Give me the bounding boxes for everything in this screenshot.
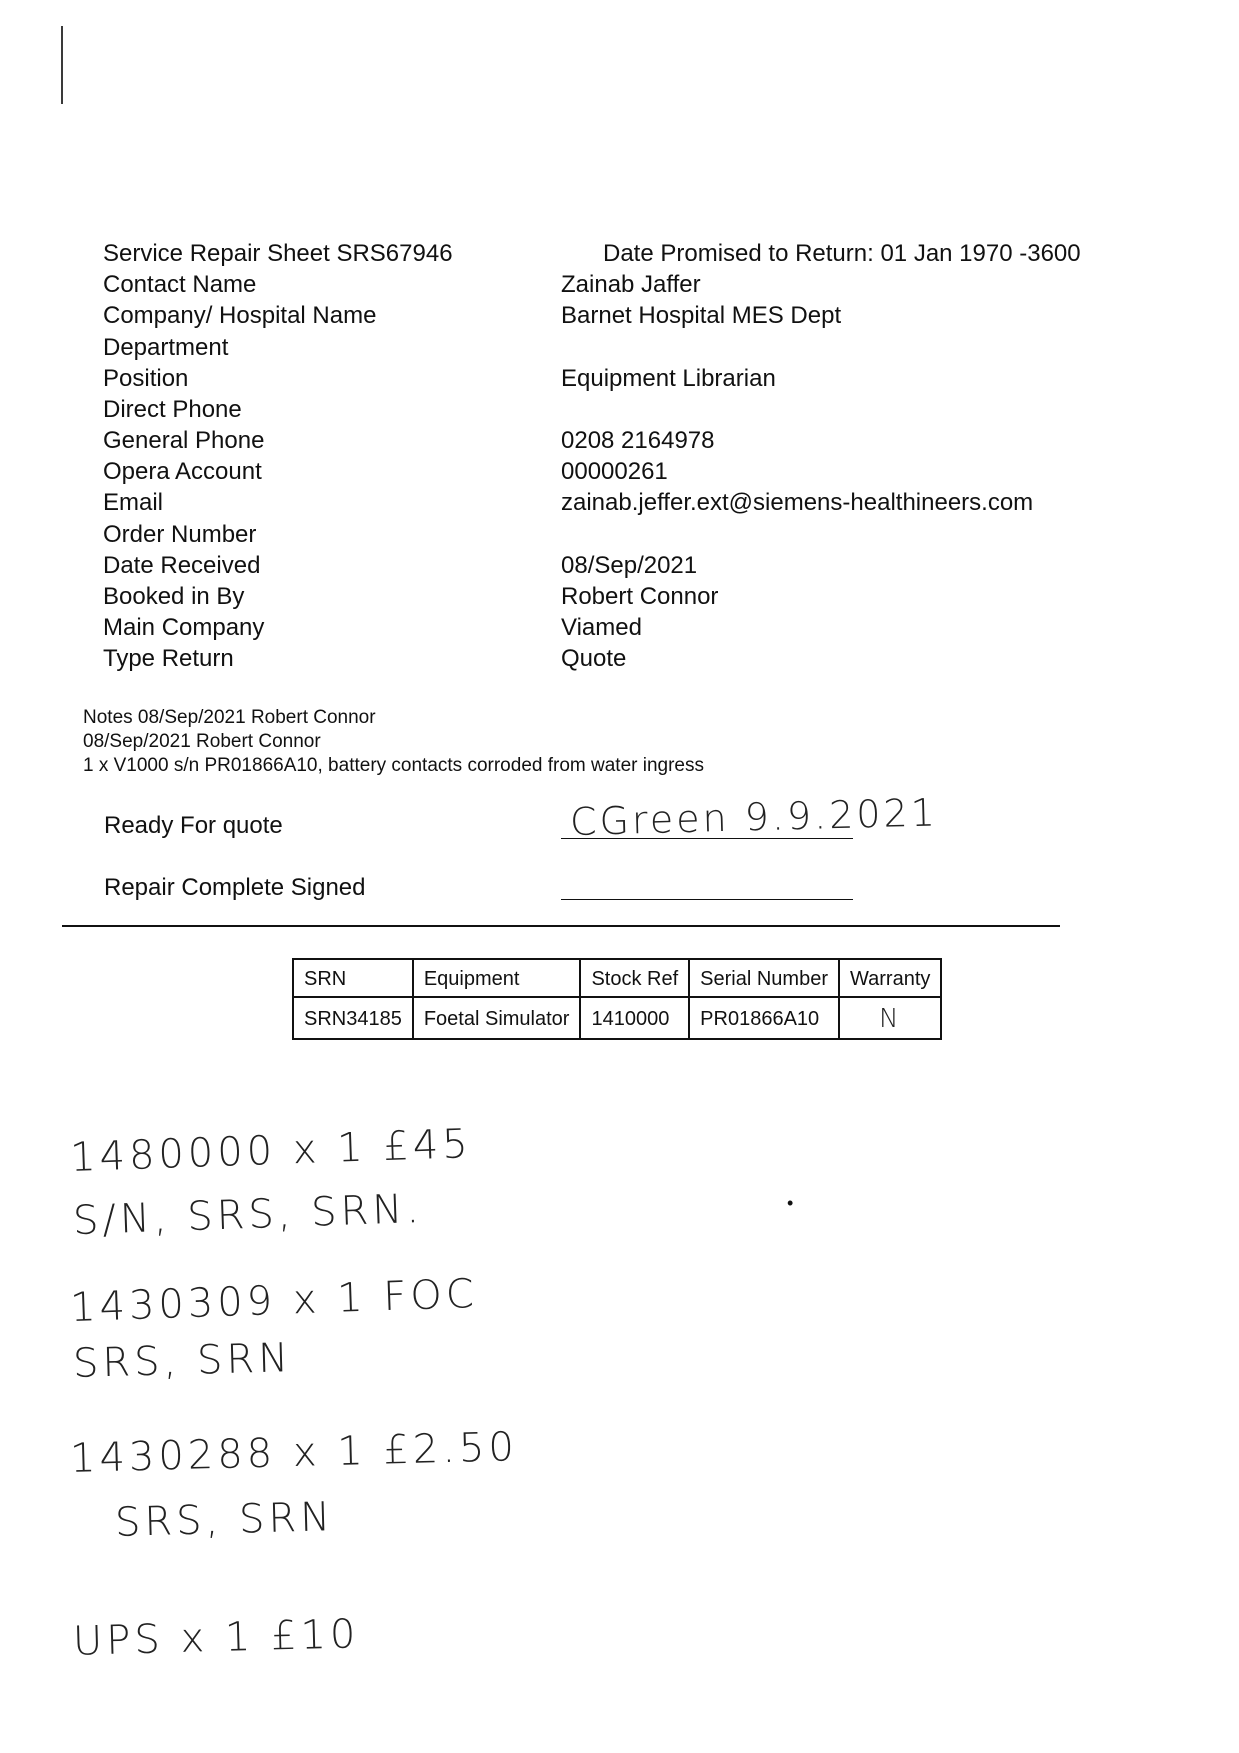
sheet-title: Service Repair Sheet SRS67946 bbox=[103, 240, 453, 267]
table-row bbox=[293, 997, 941, 1039]
field-label-position: Position bbox=[103, 365, 189, 392]
handwritten-line: SRS, SRN bbox=[72, 1335, 293, 1387]
table-header-cell: Warranty bbox=[839, 959, 941, 997]
stray-pen-mark: • bbox=[787, 1193, 794, 1213]
handwritten-line: SRS, SRN bbox=[114, 1494, 335, 1546]
table-cell: N bbox=[839, 997, 941, 1039]
table-header-cell: Stock Ref bbox=[580, 959, 689, 997]
table-cell: SRN34185 bbox=[293, 997, 413, 1039]
field-value-email: zainab.jeffer.ext@siemens-healthineers.com bbox=[561, 489, 1034, 516]
field-label-date-received: Date Received bbox=[103, 552, 261, 579]
table-header-cell: Equipment bbox=[413, 959, 581, 997]
field-label-general-phone: General Phone bbox=[103, 427, 265, 454]
handwritten-line: S/N, SRS, SRN. bbox=[72, 1185, 424, 1245]
field-value-main-company: Viamed bbox=[561, 614, 642, 641]
table-header-cell: Serial Number bbox=[689, 959, 839, 997]
field-value-opera-account: 00000261 bbox=[561, 458, 668, 485]
field-value-position: Equipment Librarian bbox=[561, 365, 776, 392]
handwritten-line: 1430309 x 1 FOC bbox=[69, 1270, 479, 1332]
ready-for-quote-signature-line bbox=[561, 838, 853, 839]
table-cell: Foetal Simulator bbox=[413, 997, 581, 1039]
field-value-booked-in-by: Robert Connor bbox=[561, 583, 719, 610]
notes-line: Notes 08/Sep/2021 Robert Connor bbox=[83, 707, 376, 728]
field-label-type-return: Type Return bbox=[103, 645, 234, 672]
field-label-contact-name: Contact Name bbox=[103, 271, 257, 298]
scan-edge-mark bbox=[61, 26, 63, 104]
table-cell: 1410000 bbox=[580, 997, 689, 1039]
table-header-cell: SRN bbox=[293, 959, 413, 997]
notes-block bbox=[83, 706, 704, 778]
field-label-department: Department bbox=[103, 334, 229, 361]
field-value-company: Barnet Hospital MES Dept bbox=[561, 302, 842, 329]
handwritten-line: 1480000 x 1 £45 bbox=[69, 1121, 473, 1181]
date-promised: Date Promised to Return: 01 Jan 1970 -3600 bbox=[603, 240, 1081, 267]
field-label-booked-in-by: Booked in By bbox=[103, 583, 245, 610]
repair-complete-signature-line bbox=[561, 899, 853, 900]
table-header-row bbox=[293, 959, 941, 997]
field-label-company: Company/ Hospital Name bbox=[103, 302, 377, 329]
repair-complete-label: Repair Complete Signed bbox=[104, 874, 366, 901]
ready-for-quote-signature: CGreen 9.9.2021 bbox=[569, 790, 939, 844]
field-value-contact-name: Zainab Jaffer bbox=[561, 271, 701, 298]
table-cell: PR01866A10 bbox=[689, 997, 839, 1039]
section-divider bbox=[62, 925, 1060, 927]
equipment-table bbox=[292, 958, 942, 1040]
field-value-type-return: Quote bbox=[561, 645, 627, 672]
field-label-order-number: Order Number bbox=[103, 521, 257, 548]
ready-for-quote-label: Ready For quote bbox=[104, 812, 283, 839]
field-label-main-company: Main Company bbox=[103, 614, 265, 641]
field-value-general-phone: 0208 2164978 bbox=[561, 427, 715, 454]
notes-line: 08/Sep/2021 Robert Connor bbox=[83, 731, 321, 752]
field-label-direct-phone: Direct Phone bbox=[103, 396, 242, 423]
field-label-email: Email bbox=[103, 489, 164, 516]
handwritten-line: UPS x 1 £10 bbox=[72, 1611, 360, 1665]
field-value-date-received: 08/Sep/2021 bbox=[561, 552, 698, 579]
handwritten-line: 1430288 x 1 £2.50 bbox=[69, 1424, 519, 1482]
notes-line: 1 x V1000 s/n PR01866A10, battery contacts corroded from water ingress bbox=[83, 755, 704, 776]
field-label-opera-account: Opera Account bbox=[103, 458, 262, 485]
